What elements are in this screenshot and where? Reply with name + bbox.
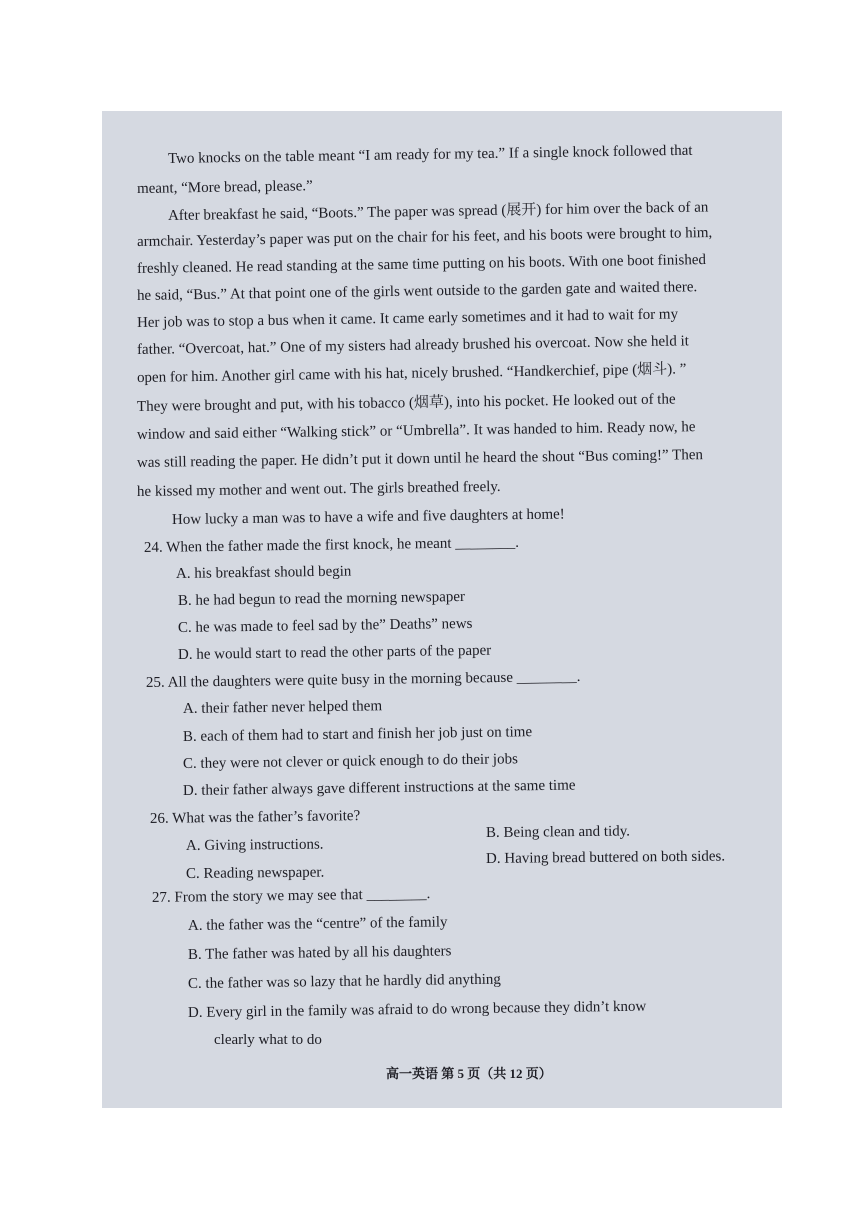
option-b: B. he had begun to read the morning newspaper [177,588,466,609]
question-stem: 25. All the daughters were quite busy in the morning because ________. [145,668,581,691]
option-a: A. the father was the “centre” of the family [187,914,448,934]
passage-line: After breakfast he said, “Boots.” The paper was spread (展开) for him over the back of an [167,199,709,224]
option-d: D. Every girl in the family was afraid to do wrong because they didn’t know [187,998,647,1021]
option-c: C. the father was so lazy that he hardly did anything [187,971,501,992]
passage-line: was still reading the paper. He didn’t put it down until he heard the shout “Bus coming!” Then [136,447,704,471]
question-stem: 27. From the story we may see that ________. [151,886,431,906]
option-a: A. Giving instructions. [185,836,324,854]
passage-line: he said, “Bus.” At that point one of the girls went outside to the garden gate and waited there. [136,279,698,304]
page-footer: 高一英语 第 5 页（共 12 页） [386,1066,552,1081]
option-c: C. Reading newspaper. [185,864,325,882]
passage-line: Her job was to stop a bus when it came. It came early sometimes and it had to wait for my [136,306,679,331]
question-stem: 26. What was the father’s favorite? [149,808,361,827]
passage-line: They were brought and put, with his tobacco (烟草), into his pocket. He looked out of the [136,391,676,415]
option-a: A. his breakfast should begin [175,563,352,582]
option-c: C. they were not clever or quick enough to do their jobs [182,751,519,772]
passage-line: armchair. Yesterday’s paper was put on the chair for his feet, and his boots were brought to him, [136,224,713,250]
option-b: B. each of them had to start and finish her job just on time [182,724,533,745]
passage-line: open for him. Another girl came with his hat, nicely brushed. “Handkerchief, pipe (烟斗). ” [136,361,687,386]
passage-line: window and said either “Walking stick” or “Umbrella”. It was handed to him. Ready now, he [136,419,696,443]
option-c: C. he was made to feel sad by the” Deaths” news [177,615,473,636]
option-b: B. The father was hated by all his daughters [187,943,452,963]
option-a: A. their father never helped them [182,698,383,717]
passage-line: Two knocks on the table meant “I am ready for my tea.” If a single knock followed that [167,142,693,167]
option-d: D. Having bread buttered on both sides. [485,848,726,867]
passage-line: meant, “More bread, please.” [136,178,313,197]
option-d: D. he would start to read the other parts of the paper [177,642,492,663]
option-b: B. Being clean and tidy. [485,823,631,841]
passage-line: he kissed my mother and went out. The girls breathed freely. [136,478,501,500]
passage-line: How lucky a man was to have a wife and five daughters at home! [171,506,565,528]
option-d-continued: clearly what to do [214,1032,322,1048]
option-d: D. their father always gave different instructions at the same time [182,777,576,799]
question-stem: 24. When the father made the first knock, he meant ________. [143,534,520,556]
passage-line: father. “Overcoat, hat.” One of my sisters had already brushed his overcoat. Now she held it [136,333,689,358]
passage-line: freshly cleaned. He read standing at the same time putting on his boots. With one boot finished [136,252,707,277]
